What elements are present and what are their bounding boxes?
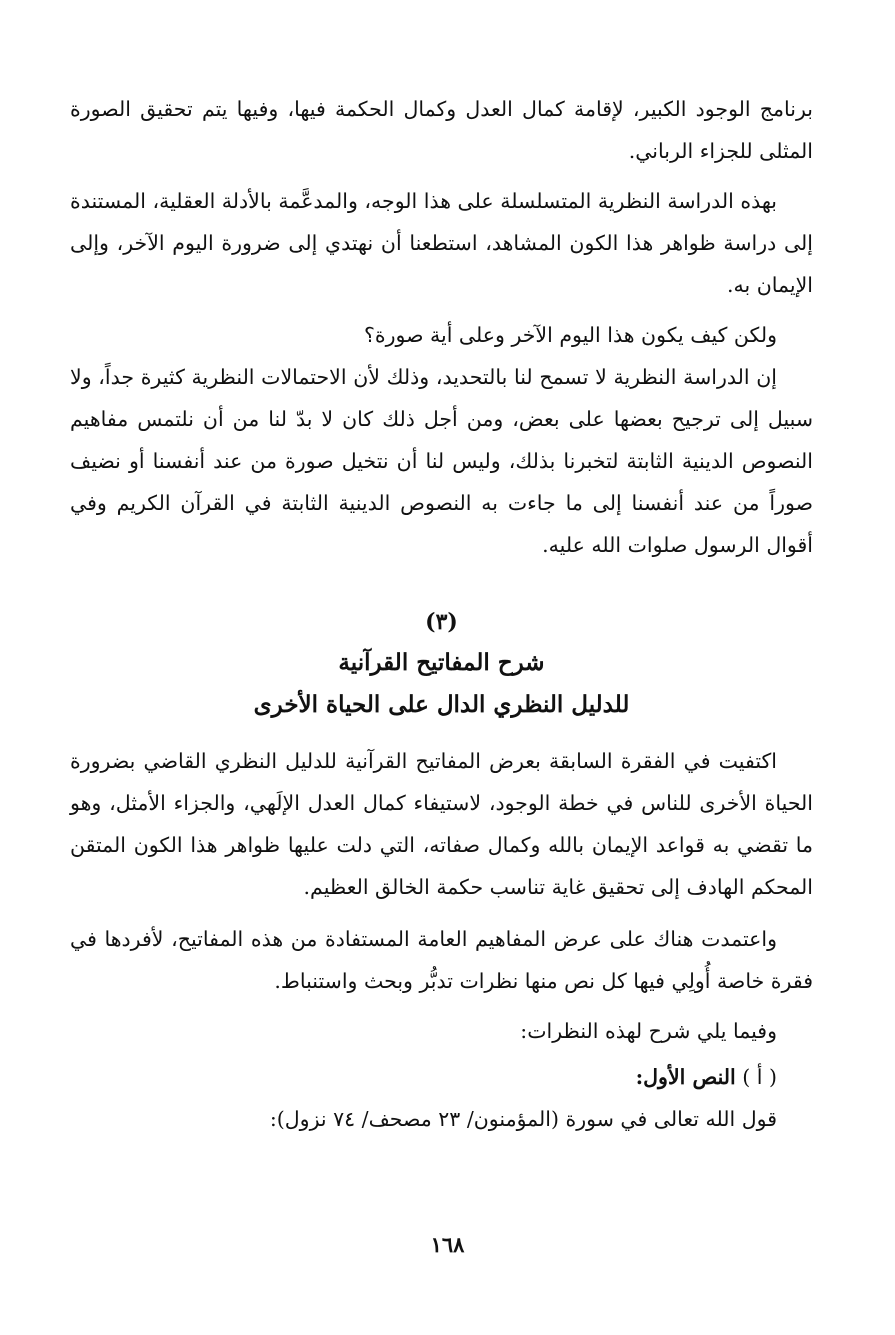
paragraph-6: واعتمدت هناك على عرض المفاهيم العامة المستفادة من هذه المفاتيح، لأفردها في فقرة خاصة أُولِي فيها كل نص منها نظرات تدبُّر وبحث واستنباط. [70,927,813,993]
paragraph-5: اكتفيت في الفقرة السابقة بعرض المفاتيح القرآنية للدليل النظري القاضي بضرورة الحياة الأخرى للناس في خطة الوجود، لاستيفاء كمال العدل الإلَهي، والجزاء الأمثل، وهو ما تقضي به قواعد الإيمان بالله وكمال صفاته، التي دلت عليها ظواهر هذا الكون المتقن المحكم الهادف إلى تحقيق غاية تناسب حكمة الخالق العظيم. [70,749,813,899]
paragraph-1: برنامج الوجود الكبير، لإقامة كمال العدل وكمال الحكمة فيها، وفيها يتم تحقيق الصورة المثلى للجزاء الرباني. [70,97,813,163]
section-title-line-2: للدليل النظري الدال على الحياة الأخرى [253,691,630,718]
subsection-heading [70,1056,813,1098]
section-title-line-1: شرح المفاتيح القرآنية [338,649,545,676]
paragraph-3: ولكن كيف يكون هذا اليوم الآخر وعلى أية صورة؟ [363,323,777,347]
closing-line: قول الله تعالى في سورة (المؤمنون/ ٢٣ مصحف/ ٧٤ نزول): [269,1107,777,1131]
subsection-marker: ( أ ) [742,1065,777,1089]
document-page [70,88,813,1335]
paragraph-7: وفيما يلي شرح لهذه النظرات: [520,1019,777,1043]
subsection-label: النص الأول: [635,1065,736,1089]
section-number: (٣) [425,609,458,635]
page-number: ١٦٨ [430,1232,465,1257]
section-heading [70,602,813,726]
paragraph-4: إن الدراسة النظرية لا تسمح لنا بالتحديد، وذلك لأن الاحتمالات النظرية كثيرة جداً، ولا سبيل إلى ترجيح بعضها على بعض، ومن أجل ذلك كان لا بدّ لنا من أن نلتمس مفاهيم النصوص الدينية الثابتة لتخبرنا بذلك، وليس لنا أن نتخيل صورة من عند أنفسنا أو نضيف صوراً من عند أنفسنا إلى ما جاءت به النصوص الدينية الثابتة في القرآن الكريم وفي أقوال الرسول صلوات الله عليه. [70,365,813,557]
paragraph-2: بهذه الدراسة النظرية المتسلسلة على هذا الوجه، والمدعَّمة بالأدلة العقلية، المستندة إلى دراسة ظواهر هذا الكون المشاهد، استطعنا أن نهتدي إلى ضرورة اليوم الآخر، وإلى الإيمان به. [70,189,814,297]
